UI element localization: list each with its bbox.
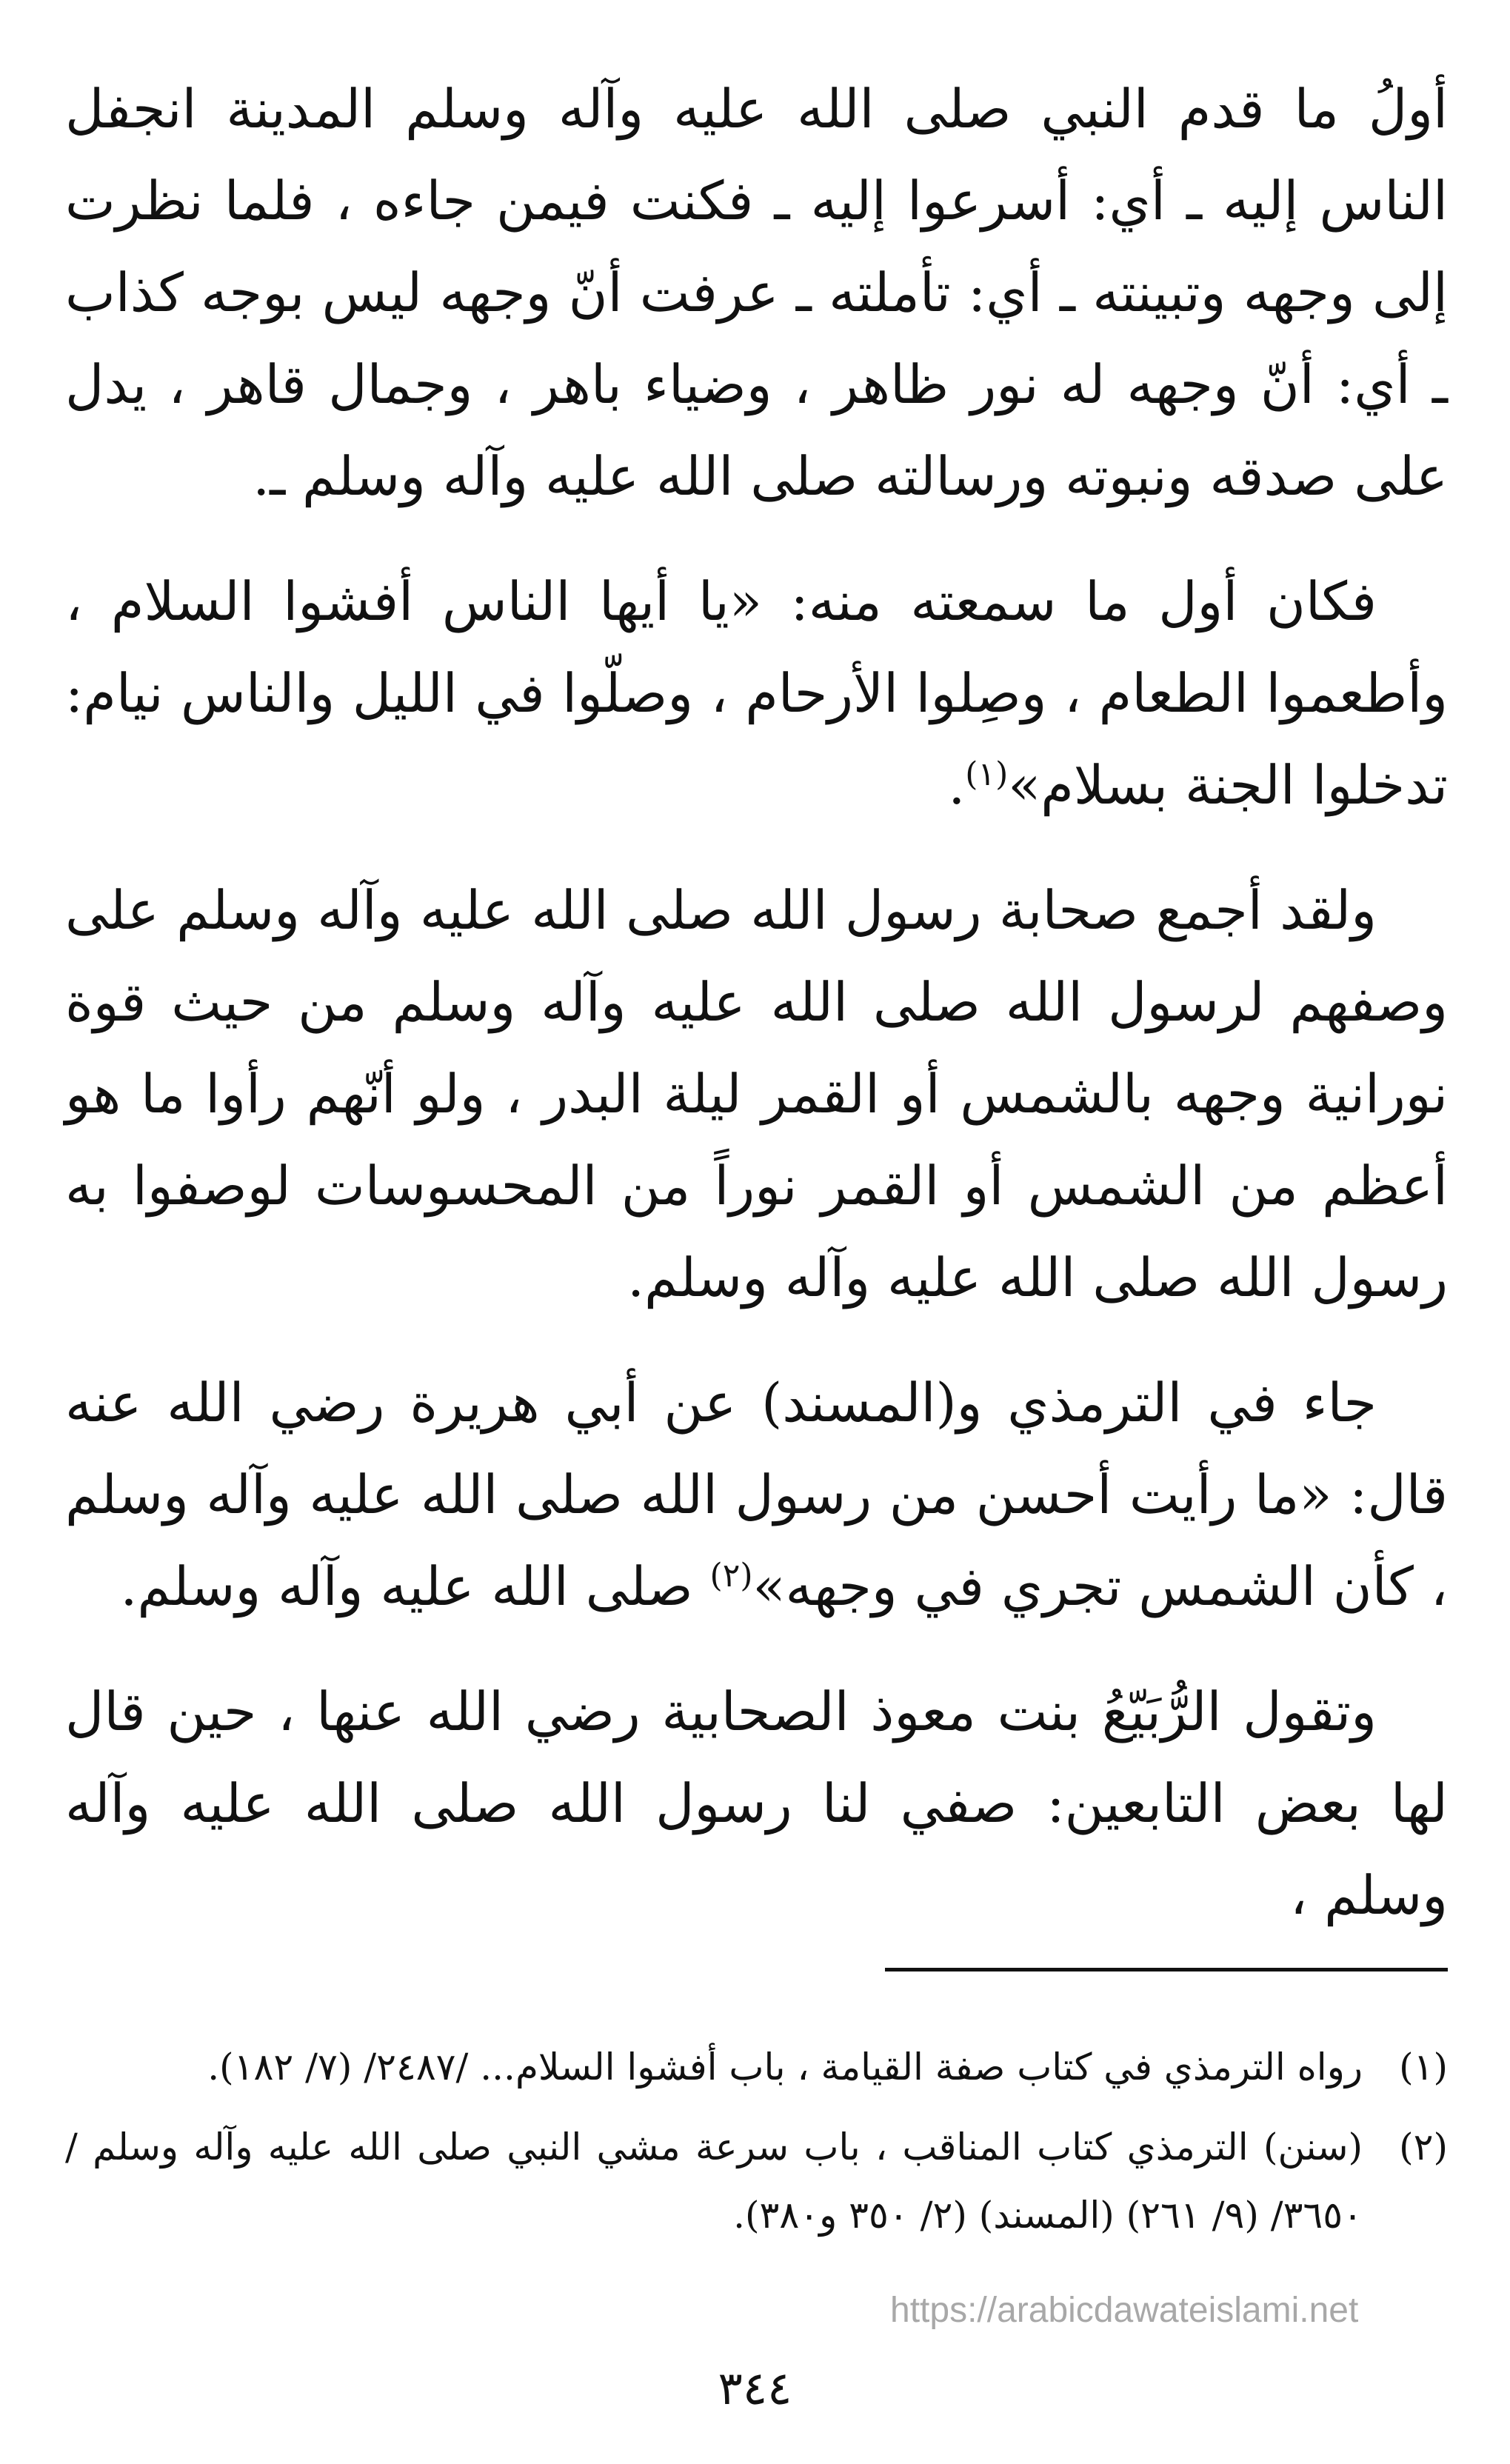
- page-number: ٣٤٤: [718, 2361, 792, 2415]
- main-text: [65, 63, 1448, 1974]
- paragraph-4-text: جاء في الترمذي و(المسند) عن أبي هريرة رضي الله عنه قال: «ما رأيت أحسن من رسول الله صلى الله عليه وآله وسلم ، كأن الشمس تجري في وجهه»: [65, 1372, 1448, 1617]
- paragraph-2-end: .: [948, 754, 966, 816]
- paragraph-4: [65, 1357, 1448, 1632]
- paragraph-3: [65, 864, 1448, 1323]
- watermark-url: https://arabicdawateislami.net: [890, 2291, 1359, 2330]
- paragraph-2-text: فكان أول ما سمعته منه: «يا أيها الناس أفشوا السلام ، وأطعموا الطعام ، وصِلوا الأرحام ، وصلّوا في الليل والناس نيام: تدخلوا الجنة بسلام»: [65, 570, 1448, 816]
- footnote-ref-1[interactable]: (١): [965, 755, 1009, 793]
- footnote-separator: [885, 1968, 1448, 1971]
- paragraph-1-text: أولُ ما قدم النبي صلى الله عليه وآله وسلم المدينة انجفل الناس إليه ـ أي: أسرعوا إليه ـ فكنت فيمن جاءه ، فلما نظرت إلى وجهه وتبينته ـ أي: تأملته ـ عرفت أنّ وجهه ليس بوجه كذاب ـ أي: أنّ وجهه له نور ظاهر ، وضياء باهر ، وجمال قاهر ، يدل على صدقه ونبوته ورسالته صلى الله عليه وآله وسلم ـ.: [65, 78, 1449, 507]
- footnote-1: [65, 2033, 1448, 2101]
- footnotes: [65, 2033, 1448, 2261]
- footnote-ref-2[interactable]: (٢): [709, 1557, 753, 1595]
- paragraph-1: [65, 63, 1448, 522]
- footnote-2: [65, 2113, 1448, 2249]
- footnote-2-number: (٢): [1399, 2126, 1448, 2168]
- paragraph-3-text: ولقد أجمع صحابة رسول الله صلى الله عليه وآله وسلم على وصفهم لرسول الله صلى الله عليه وآله وسلم من حيث قوة نورانية وجهه بالشمس أو القمر ليلة البدر ، ولو أنّهم رأوا ما هو أعظم من الشمس أو القمر نوراً من المحسوسات لوصفوا به رسول الله صلى الله عليه وآله وسلم.: [65, 879, 1448, 1309]
- footnote-2-text: (سنن) الترمذي كتاب المناقب ، باب سرعة مشي النبي صلى الله عليه وآله وسلم / ٣٦٥٠/ (٩/ ٢٦١) (المسند) (٢/ ٣٥٠ و٣٨٠).: [65, 2126, 1363, 2237]
- footnote-1-text: رواه الترمذي في كتاب صفة القيامة ، باب أفشوا السلام... /٢٤٨٧/ (٧/ ١٨٢).: [207, 2046, 1363, 2089]
- paragraph-5-text: وتقول الرُّبَيّعُ بنت معوذ الصحابية رضي الله عنها ، حين قال لها بعض التابعين: صفي لنا رسول الله صلى الله عليه وآله وسلم ،: [65, 1680, 1448, 1926]
- paragraph-2: [65, 555, 1448, 831]
- paragraph-5: [65, 1666, 1448, 1941]
- footnote-1-number: (١): [1399, 2046, 1448, 2089]
- paragraph-4-end: صلى الله عليه وآله وسلم.: [120, 1555, 710, 1617]
